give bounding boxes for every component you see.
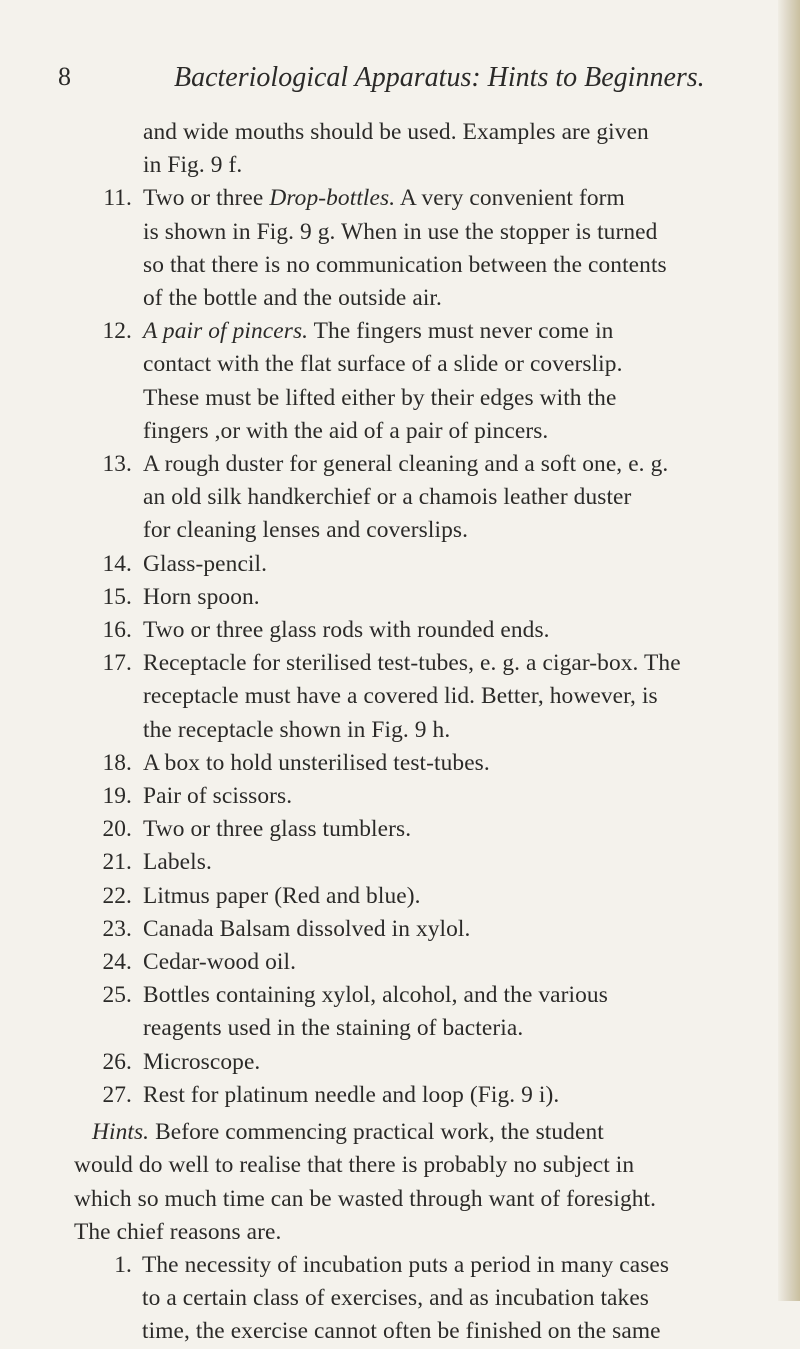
list-item-12: 12. A pair of pincers. The fingers must never come in contact with the flat surface of a slide or coverslip. These must be lifted either by their edges with the fingers ,or with the aid of a pair of pincers.: [102, 315, 772, 448]
list-item-14: 14. Glass-pencil.: [102, 548, 772, 581]
list-item-22: 22. Litmus paper (Red and blue).: [102, 880, 772, 913]
item-number: 14.: [102, 550, 132, 577]
item-number: 17.: [102, 650, 132, 677]
item-number: 11.: [103, 185, 132, 212]
item-number: 27.: [102, 1081, 132, 1108]
item-title: A pair of pincers.: [143, 318, 309, 345]
item-number: 16.: [102, 617, 132, 644]
item-number: 25.: [102, 982, 132, 1009]
page-header: [0, 62, 780, 102]
item-number: 22.: [102, 882, 132, 909]
item-number: 18.: [102, 749, 132, 776]
list-item-13: 13. A rough duster for general cleaning and a soft one, e. g. an old silk handkerchief or a chamois leather duster for cleaning lenses and coverslips.: [102, 448, 772, 548]
page-number: 8: [58, 62, 71, 91]
running-head: Bacteriological Apparatus: Hints to Beginners.: [174, 62, 705, 93]
item-number: 24.: [102, 949, 132, 976]
continuation-text: and wide mouths should be used. Examples are given in Fig. 9 f.: [143, 119, 649, 179]
hints-heading: Hints.: [92, 1119, 150, 1146]
item-number: 23.: [102, 915, 132, 942]
item-number: 26.: [102, 1048, 132, 1075]
item-number: 20.: [102, 816, 132, 843]
list-item-20: 20. Two or three glass tumblers.: [102, 813, 772, 846]
list-item-17: 17. Receptacle for sterilised test-tubes, e. g. a cigar-box. The receptacle must have a covered lid. Better, however, is the receptacle shown in Fig. 9 h.: [102, 647, 772, 747]
item-number: 1.: [114, 1251, 132, 1278]
list-item-18: 18. A box to hold unsterilised test-tubes.: [102, 747, 772, 780]
item-number: 21.: [102, 849, 132, 876]
list-item-16: 16. Two or three glass rods with rounded ends.: [102, 614, 772, 647]
list-item-19: 19. Pair of scissors.: [102, 780, 772, 813]
list-item-24: 24. Cedar-wood oil.: [102, 946, 772, 979]
hints-paragraph: Hints. Before commencing practical work, the student would do well to realise that there is probably no subject in which so much time can be wasted through want of foresight. The chief reasons are.: [74, 1119, 657, 1245]
item-title: Drop-bottles.: [269, 185, 396, 212]
item-number: 13.: [102, 451, 132, 478]
page-edge-shadow: [778, 0, 800, 1301]
list-item-11: 11. Two or three Drop-bottles. A very convenient form is shown in Fig. 9 g. When in use the stopper is turned so that there is no communication between the contents of the bottle and the outside air.: [102, 182, 772, 315]
list-item-27: 27. Rest for platinum needle and loop (Fig. 9 i).: [102, 1079, 772, 1112]
list-item-25: 25. Bottles containing xylol, alcohol, and the various reagents used in the staining of bacteria.: [102, 979, 772, 1045]
list-item-15: 15. Horn spoon.: [102, 581, 772, 614]
list-item-21: 21. Labels.: [102, 846, 772, 879]
page-body: [74, 116, 772, 1349]
item-number: 15.: [102, 583, 132, 610]
hint-item-1: 1. The necessity of incubation puts a period in many cases to a certain class of exercises, and as incubation takes time, the exercise cannot often be finished on the same: [102, 1249, 772, 1349]
list-item-26: 26. Microscope.: [102, 1046, 772, 1079]
item-number: 12.: [102, 318, 132, 345]
item-number: 19.: [102, 783, 132, 810]
list-item-23: 23. Canada Balsam dissolved in xylol.: [102, 913, 772, 946]
